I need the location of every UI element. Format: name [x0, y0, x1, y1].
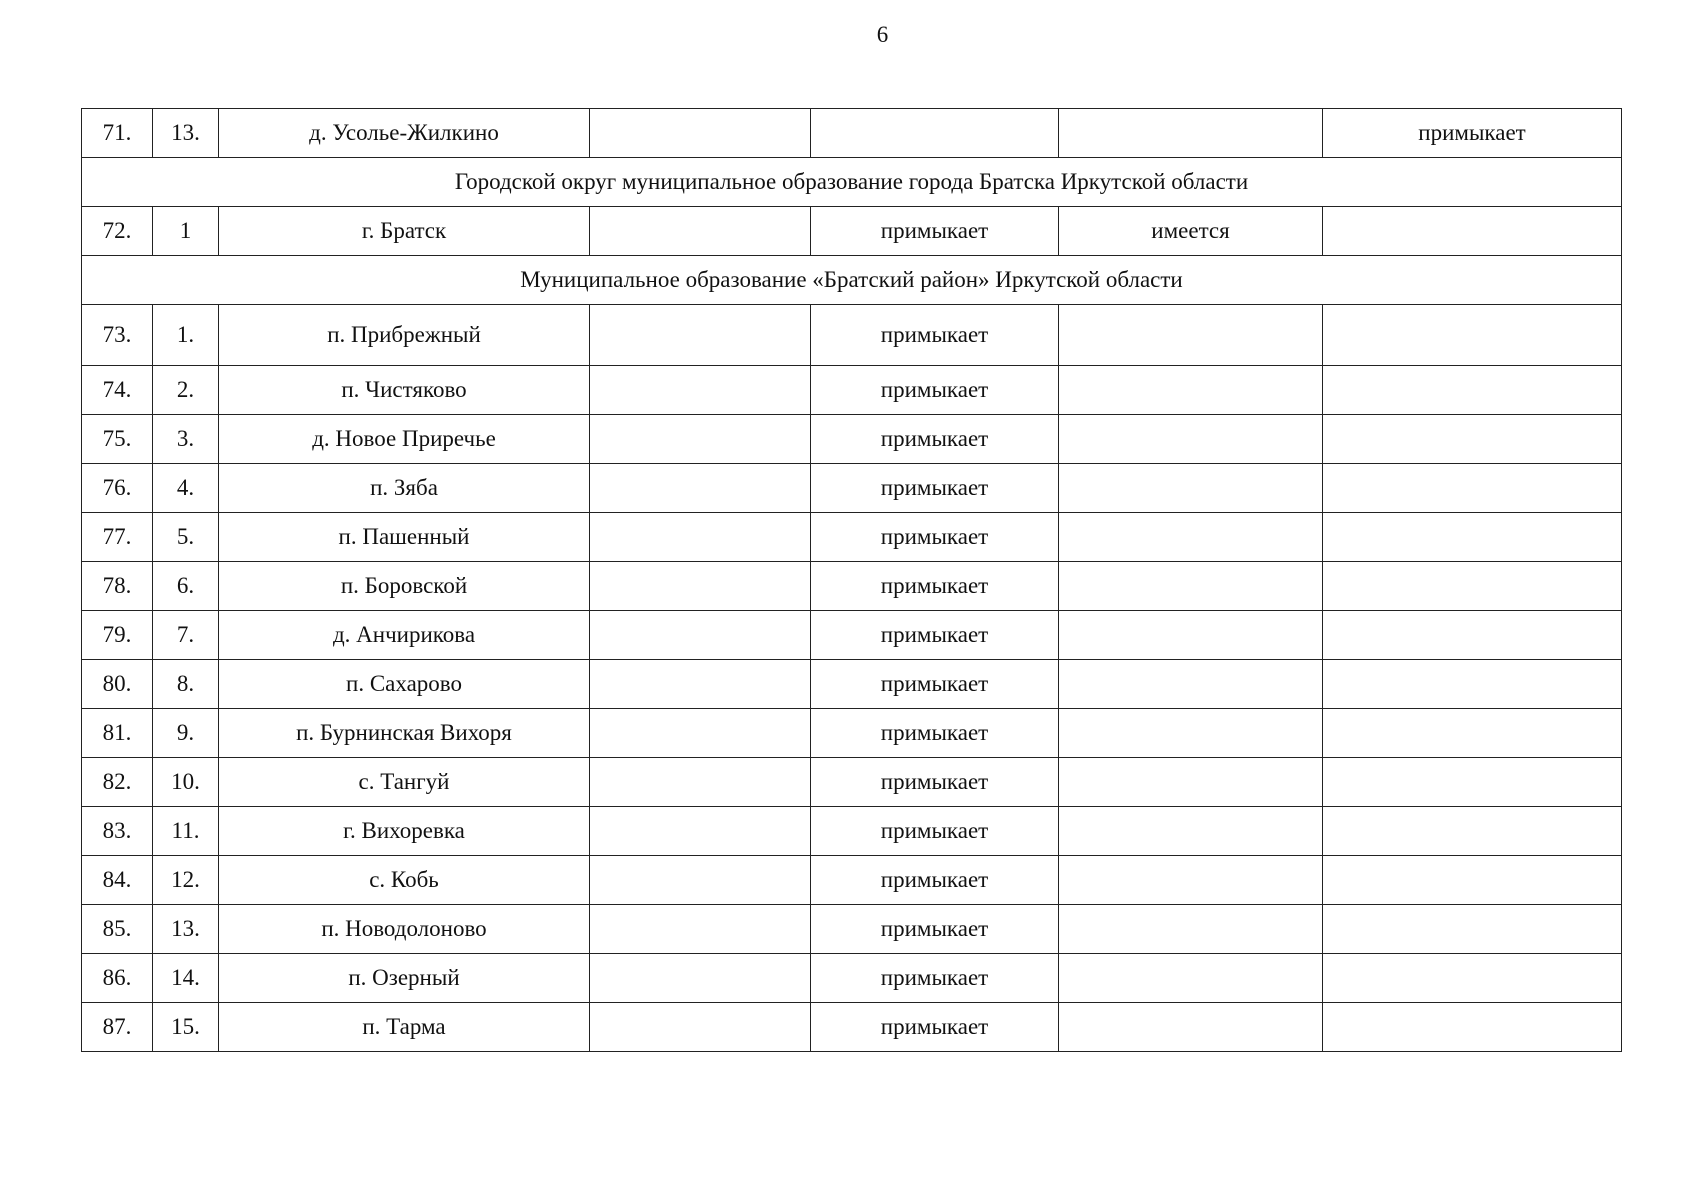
column-5-cell: примыкает — [811, 905, 1059, 954]
column-5-cell: примыкает — [811, 709, 1059, 758]
column-7-cell — [1323, 415, 1622, 464]
column-4-cell — [590, 709, 811, 758]
column-4-cell — [590, 513, 811, 562]
sub-number-cell: 11. — [153, 807, 219, 856]
column-5-cell: примыкает — [811, 207, 1059, 256]
column-5-cell: примыкает — [811, 807, 1059, 856]
row-number-cell: 71. — [82, 109, 153, 158]
table-row — [82, 709, 1622, 758]
column-6-cell — [1059, 513, 1323, 562]
column-7-cell — [1323, 660, 1622, 709]
sub-number-cell: 15. — [153, 1003, 219, 1052]
column-4-cell — [590, 758, 811, 807]
column-4-cell — [590, 856, 811, 905]
table-row — [82, 109, 1622, 158]
column-4-cell — [590, 464, 811, 513]
settlement-name-cell: г. Братск — [219, 207, 590, 256]
column-5-cell: примыкает — [811, 954, 1059, 1003]
column-6-cell — [1059, 758, 1323, 807]
sub-number-cell: 2. — [153, 366, 219, 415]
column-4-cell — [590, 305, 811, 366]
sub-number-cell: 9. — [153, 709, 219, 758]
sub-number-cell: 12. — [153, 856, 219, 905]
column-7-cell — [1323, 305, 1622, 366]
sub-number-cell: 7. — [153, 611, 219, 660]
column-4-cell — [590, 905, 811, 954]
column-4-cell — [590, 1003, 811, 1052]
column-4-cell — [590, 415, 811, 464]
column-7-cell — [1323, 905, 1622, 954]
table-row — [82, 807, 1622, 856]
section-header-row — [82, 158, 1622, 207]
table-row — [82, 856, 1622, 905]
table-row — [82, 207, 1622, 256]
settlement-name-cell: п. Прибрежный — [219, 305, 590, 366]
column-5-cell: примыкает — [811, 513, 1059, 562]
column-4-cell — [590, 954, 811, 1003]
table-row — [82, 562, 1622, 611]
column-6-cell — [1059, 856, 1323, 905]
table-row — [82, 1003, 1622, 1052]
sub-number-cell: 13. — [153, 109, 219, 158]
column-4-cell — [590, 660, 811, 709]
settlement-name-cell: п. Пашенный — [219, 513, 590, 562]
column-4-cell — [590, 562, 811, 611]
row-number-cell: 83. — [82, 807, 153, 856]
sub-number-cell: 14. — [153, 954, 219, 1003]
section-title: Муниципальное образование «Братский район» Иркутской области — [82, 256, 1622, 305]
settlement-name-cell: п. Бурнинская Вихоря — [219, 709, 590, 758]
table-row — [82, 305, 1622, 366]
column-6-cell — [1059, 305, 1323, 366]
column-5-cell: примыкает — [811, 464, 1059, 513]
column-5-cell: примыкает — [811, 856, 1059, 905]
column-6-cell — [1059, 660, 1323, 709]
table-row — [82, 415, 1622, 464]
sub-number-cell: 3. — [153, 415, 219, 464]
row-number-cell: 84. — [82, 856, 153, 905]
settlement-name-cell: д. Анчирикова — [219, 611, 590, 660]
column-7-cell — [1323, 513, 1622, 562]
table-row — [82, 464, 1622, 513]
column-7-cell — [1323, 366, 1622, 415]
row-number-cell: 75. — [82, 415, 153, 464]
column-5-cell: примыкает — [811, 611, 1059, 660]
row-number-cell: 72. — [82, 207, 153, 256]
table-row — [82, 905, 1622, 954]
settlement-name-cell: п. Озерный — [219, 954, 590, 1003]
section-header-row — [82, 256, 1622, 305]
column-4-cell — [590, 366, 811, 415]
page-number: 6 — [876, 22, 889, 47]
sub-number-cell: 13. — [153, 905, 219, 954]
column-4-cell — [590, 611, 811, 660]
column-7-cell — [1323, 807, 1622, 856]
row-number-cell: 79. — [82, 611, 153, 660]
column-6-cell — [1059, 807, 1323, 856]
row-number-cell: 82. — [82, 758, 153, 807]
row-number-cell: 81. — [82, 709, 153, 758]
column-7-cell — [1323, 709, 1622, 758]
sub-number-cell: 8. — [153, 660, 219, 709]
settlement-name-cell: п. Сахарово — [219, 660, 590, 709]
column-4-cell — [590, 109, 811, 158]
row-number-cell: 85. — [82, 905, 153, 954]
column-5-cell — [811, 109, 1059, 158]
row-number-cell: 78. — [82, 562, 153, 611]
column-5-cell: примыкает — [811, 415, 1059, 464]
sub-number-cell: 4. — [153, 464, 219, 513]
table-row — [82, 513, 1622, 562]
column-7-cell — [1323, 464, 1622, 513]
table-row — [82, 758, 1622, 807]
settlement-name-cell: п. Тарма — [219, 1003, 590, 1052]
settlement-name-cell: п. Боровской — [219, 562, 590, 611]
column-6-cell — [1059, 464, 1323, 513]
column-5-cell: примыкает — [811, 758, 1059, 807]
column-7-cell — [1323, 954, 1622, 1003]
table-row — [82, 611, 1622, 660]
column-4-cell — [590, 807, 811, 856]
section-title: Городской округ муниципальное образование города Братска Иркутской области — [82, 158, 1622, 207]
settlement-name-cell: п. Чистяково — [219, 366, 590, 415]
column-7-cell: примыкает — [1323, 109, 1622, 158]
settlements-table — [81, 108, 1622, 1052]
row-number-cell: 87. — [82, 1003, 153, 1052]
sub-number-cell: 6. — [153, 562, 219, 611]
sub-number-cell: 5. — [153, 513, 219, 562]
column-4-cell — [590, 207, 811, 256]
sub-number-cell: 10. — [153, 758, 219, 807]
column-5-cell: примыкает — [811, 660, 1059, 709]
row-number-cell: 76. — [82, 464, 153, 513]
settlement-name-cell: д. Новое Приречье — [219, 415, 590, 464]
column-6-cell — [1059, 109, 1323, 158]
column-7-cell — [1323, 207, 1622, 256]
column-6-cell — [1059, 562, 1323, 611]
settlement-name-cell: п. Новодолоново — [219, 905, 590, 954]
column-6-cell — [1059, 611, 1323, 660]
settlement-name-cell: п. Зяба — [219, 464, 590, 513]
sub-number-cell: 1. — [153, 305, 219, 366]
settlement-name-cell: с. Кобь — [219, 856, 590, 905]
row-number-cell: 74. — [82, 366, 153, 415]
column-7-cell — [1323, 758, 1622, 807]
row-number-cell: 86. — [82, 954, 153, 1003]
column-7-cell — [1323, 1003, 1622, 1052]
sub-number-cell: 1 — [153, 207, 219, 256]
column-6-cell — [1059, 954, 1323, 1003]
table-row — [82, 660, 1622, 709]
column-7-cell — [1323, 856, 1622, 905]
column-7-cell — [1323, 611, 1622, 660]
column-7-cell — [1323, 562, 1622, 611]
column-5-cell: примыкает — [811, 1003, 1059, 1052]
table-row — [82, 366, 1622, 415]
column-6-cell — [1059, 366, 1323, 415]
settlement-name-cell: г. Вихоревка — [219, 807, 590, 856]
settlement-name-cell: с. Тангуй — [219, 758, 590, 807]
column-6-cell — [1059, 905, 1323, 954]
row-number-cell: 77. — [82, 513, 153, 562]
settlement-name-cell: д. Усолье-Жилкино — [219, 109, 590, 158]
column-6-cell — [1059, 415, 1323, 464]
column-5-cell: примыкает — [811, 562, 1059, 611]
column-6-cell: имеется — [1059, 207, 1323, 256]
row-number-cell: 80. — [82, 660, 153, 709]
column-5-cell: примыкает — [811, 305, 1059, 366]
column-6-cell — [1059, 709, 1323, 758]
table-row — [82, 954, 1622, 1003]
row-number-cell: 73. — [82, 305, 153, 366]
column-5-cell: примыкает — [811, 366, 1059, 415]
column-6-cell — [1059, 1003, 1323, 1052]
